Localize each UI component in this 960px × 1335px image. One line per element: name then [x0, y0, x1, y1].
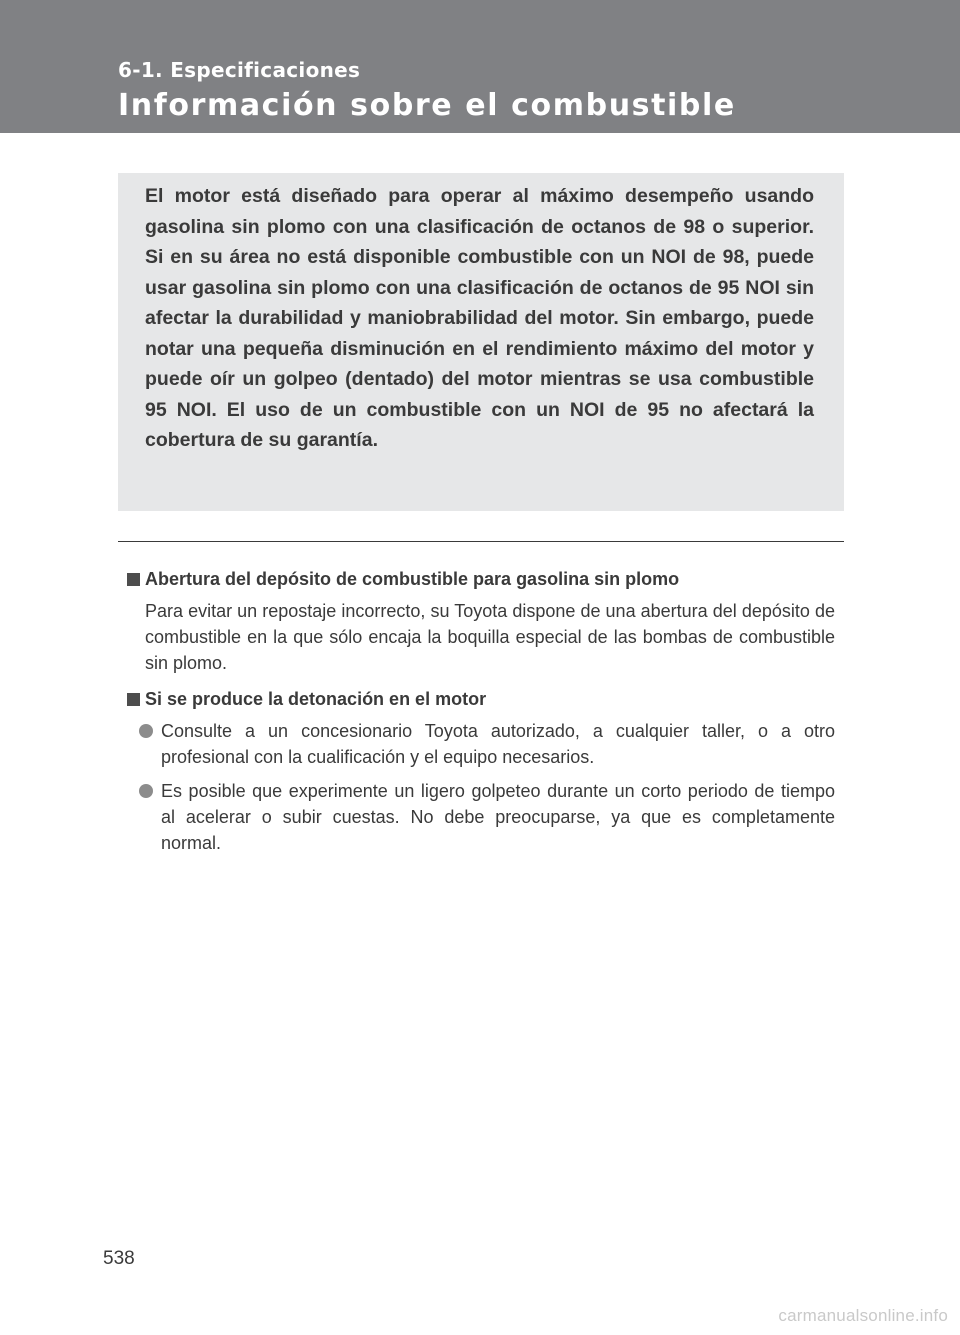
circle-bullet-icon	[139, 724, 153, 738]
section-divider	[118, 541, 844, 542]
watermark: carmanualsonline.info	[778, 1306, 948, 1325]
square-bullet-icon	[127, 573, 140, 586]
info-box	[118, 173, 844, 511]
header-bar	[0, 0, 960, 133]
bullet-text: Consulte a un concesionario Toyota autorizado, a cualquier taller, o a otro profesional con la cualificación y el equipo necesarios.	[161, 721, 835, 767]
bullet-item	[139, 718, 835, 770]
section-label: 6-1. Especificaciones	[118, 58, 361, 82]
page-title: Información sobre el combustible	[118, 88, 736, 123]
bullet-list	[139, 718, 835, 856]
info-box-text: El motor está diseñado para operar al máximo desempeño usando gasolina sin plomo con una clasificación de octanos de 98 o superior. Si en su área no está disponible combustible con un NOI de 98, puede usar gasolina sin plomo con una clasificación de octanos de 95 NOI sin afectar la durabilidad y maniobrabilidad del motor. Sin embargo, puede notar una pequeña disminución en el rendimiento máximo del motor y puede oír un golpeo (dentado) del motor mientras se usa combustible 95 NOI. El uso de un combustible con un NOI de 95 no afectará la cobertura de su garantía.	[145, 185, 814, 451]
page-number: 538	[103, 1248, 135, 1269]
note-heading	[127, 566, 835, 592]
note-fuel-opening	[127, 566, 835, 676]
notes-section	[127, 566, 835, 864]
note-heading-text: Si se produce la detonación en el motor	[145, 689, 487, 709]
note-heading	[127, 686, 835, 712]
note-body: Para evitar un repostaje incorrecto, su Toyota dispone de una abertura del depósito de combustible en la que sólo encaja la boquilla especial de las bombas de combustible sin plomo.	[145, 601, 835, 673]
bullet-item	[139, 778, 835, 856]
note-engine-knock	[127, 686, 835, 856]
bullet-text: Es posible que experimente un ligero golpeteo durante un corto periodo de tiempo al acelerar o subir cuestas. No debe preocuparse, ya que es completamente normal.	[161, 781, 835, 853]
note-heading-text: Abertura del depósito de combustible para gasolina sin plomo	[145, 569, 680, 589]
circle-bullet-icon	[139, 784, 153, 798]
square-bullet-icon	[127, 693, 140, 706]
